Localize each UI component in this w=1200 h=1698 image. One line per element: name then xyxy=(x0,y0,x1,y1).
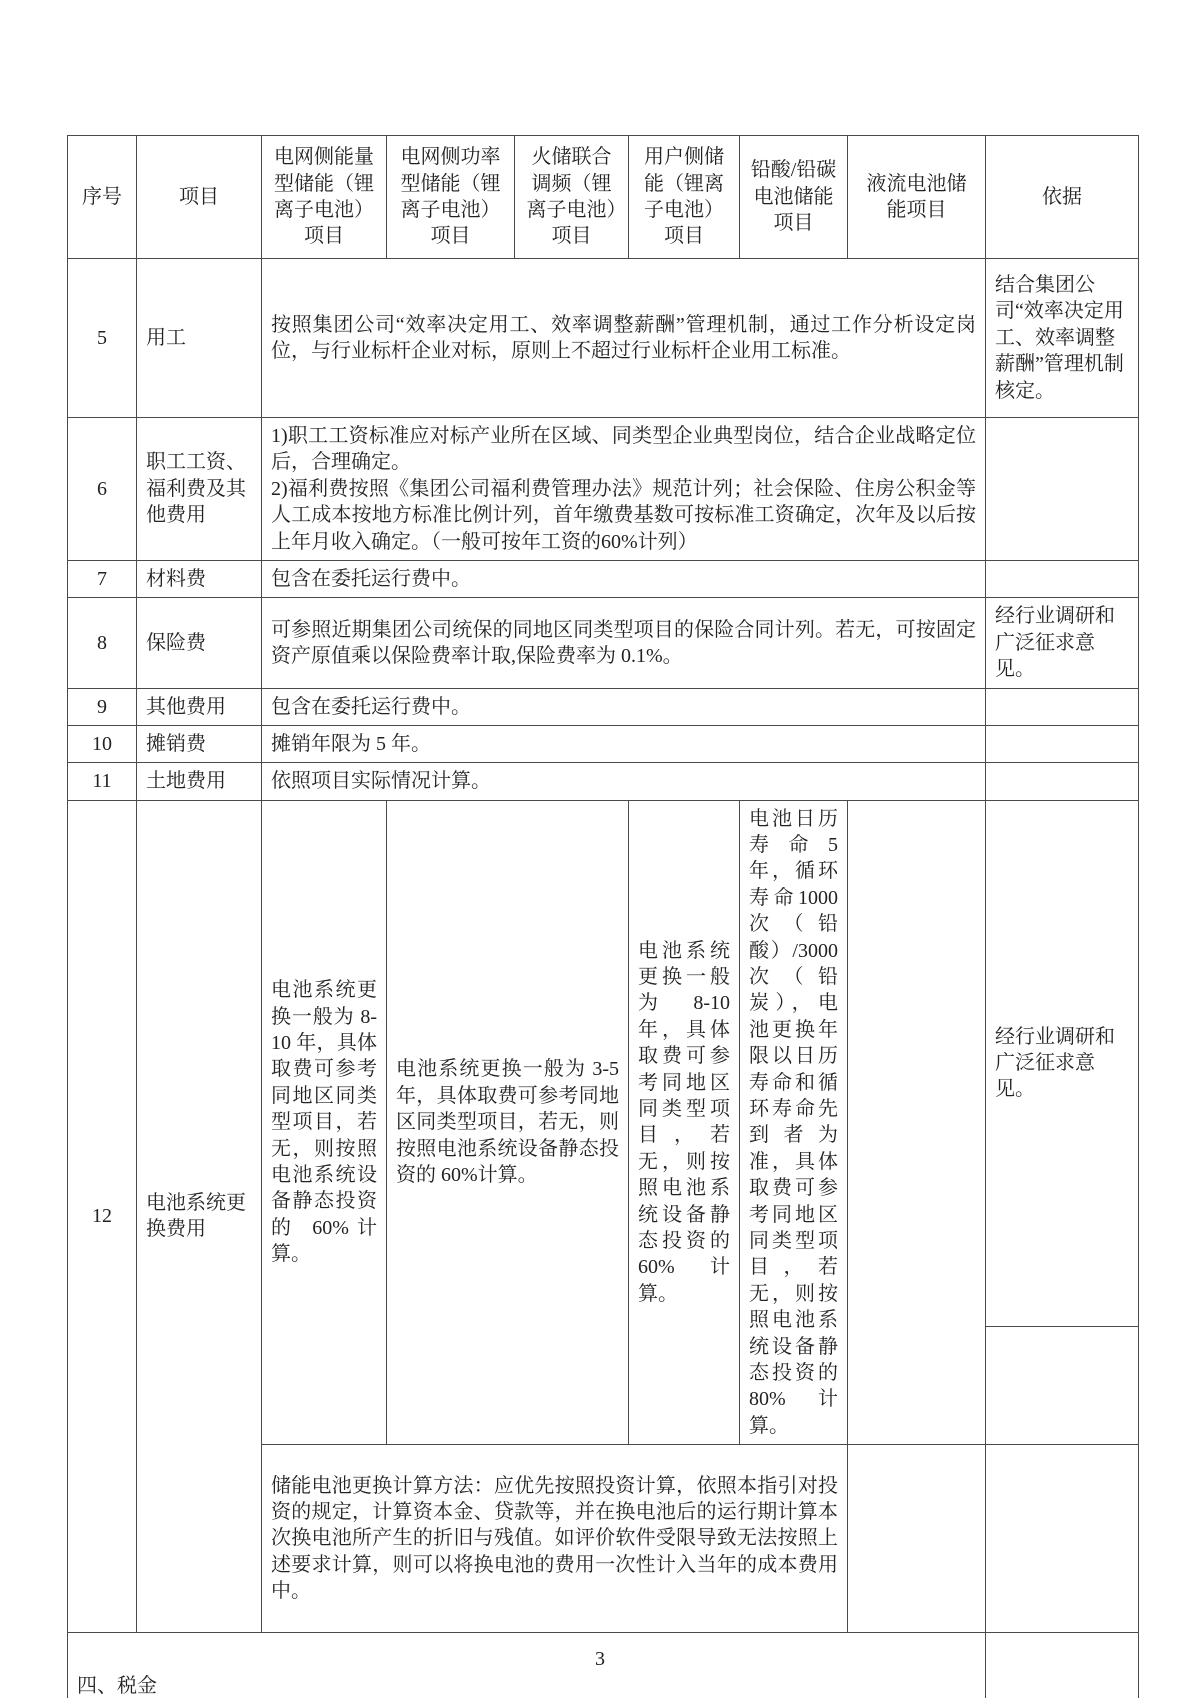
header-seq: 序号 xyxy=(68,136,137,259)
row12-flow-battery xyxy=(848,800,986,1444)
row9-content: 包含在委托运行费中。 xyxy=(262,688,986,725)
row6-basis xyxy=(986,418,1139,561)
row6-item: 职工工资、福利费及其他费用 xyxy=(137,418,262,561)
table-row xyxy=(68,800,1139,1326)
row6-content-line2: 2)福利费按照《集团公司福利费管理办法》规范计列；社会保险、住房公积金等人工成本按地方标准比例计列，首年缴费基数可按标准工资确定，次年及以后按上年月收入确定。（一般可按年工资的60%计列） xyxy=(271,477,976,553)
row5-content: 按照集团公司“效率决定用工、效率调整薪酬”管理机制，通过工作分析设定岗位，与行业标杆企业对标，原则上不超过行业标杆企业用工标准。 xyxy=(262,259,986,418)
row5-no: 5 xyxy=(68,259,137,418)
header-item: 项目 xyxy=(137,136,262,259)
row12-method-flow-empty xyxy=(848,1445,986,1633)
table-row xyxy=(68,688,1139,725)
header-lead-acid: 铅酸/铅碳电池储能项目 xyxy=(740,136,848,259)
table-row xyxy=(68,763,1139,800)
row12-method: 储能电池更换计算方法：应优先按照投资计算，依照本指引对投资的规定，计算资本金、贷款等，并在换电池后的运行期计算本次换电池所产生的折旧与残值。如评价软件受限导致无法按照上述要求计算，则可以将换电池的费用一次性计入当年的成本费用中。 xyxy=(262,1445,848,1633)
row11-basis xyxy=(986,763,1139,800)
row8-content: 可参照近期集团公司统保的同地区同类型项目的保险合同计列。若无，可按固定资产原值乘以保险费率计取,保险费率为 0.1%。 xyxy=(262,598,986,688)
table-row xyxy=(68,560,1139,597)
row12-basis: 经行业调研和广泛征求意见。 xyxy=(986,800,1139,1326)
table-row xyxy=(68,418,1139,561)
table-row xyxy=(68,598,1139,688)
row12-grid-power: 电池系统更换一般为 3-5 年，具体取费可参考同地区同类型项目，若无，则按照电池系统设备静态投资的 60%计算。 xyxy=(387,800,629,1444)
header-user-side: 用户侧储能（锂离子电池）项目 xyxy=(629,136,740,259)
row10-content: 摊销年限为 5 年。 xyxy=(262,725,986,762)
row12-no: 12 xyxy=(68,800,137,1632)
row5-basis: 结合集团公司“效率决定用工、效率调整薪酬”管理机制核定。 xyxy=(986,259,1139,418)
header-flow-battery: 液流电池储能项目 xyxy=(848,136,986,259)
row5-item: 用工 xyxy=(137,259,262,418)
row9-basis xyxy=(986,688,1139,725)
cost-standards-table xyxy=(67,135,1139,1698)
row12-lead-acid: 电池日历寿命5年，循环寿命1000次（铅酸）/3000次（铅炭），电池更换年限以日历寿命和循环寿命先到者为准，具体取费可参考同地区同类型项目，若无，则按照电池系统设备静态投资的 80%计算。 xyxy=(740,800,848,1444)
header-thermal-freq: 火储联合调频（锂离子电池）项目 xyxy=(515,136,629,259)
row8-item: 保险费 xyxy=(137,598,262,688)
table-header-row xyxy=(68,136,1139,259)
header-basis: 依据 xyxy=(986,136,1139,259)
table-row xyxy=(68,725,1139,762)
row7-item: 材料费 xyxy=(137,560,262,597)
section4-title: 四、税金 xyxy=(68,1633,986,1698)
row12-user-side: 电池系统更换一般为 8-10 年，具体取费可参考同地区同类型项目，若无，则按照电池系统设备静态投资的 60%计算。 xyxy=(629,800,740,1444)
row11-content: 依照项目实际情况计算。 xyxy=(262,763,986,800)
header-grid-power: 电网侧功率型储能（锂离子电池）项目 xyxy=(387,136,515,259)
row8-no: 8 xyxy=(68,598,137,688)
row10-no: 10 xyxy=(68,725,137,762)
row7-content: 包含在委托运行费中。 xyxy=(262,560,986,597)
row7-no: 7 xyxy=(68,560,137,597)
row12-method-basis-empty xyxy=(986,1445,1139,1633)
row9-no: 9 xyxy=(68,688,137,725)
row6-content-line1: 1)职工工资标准应对标产业所在区域、同类型企业典型岗位，结合企业战略定位后，合理确定。 xyxy=(271,425,976,474)
row6-content xyxy=(262,418,986,561)
row11-item: 土地费用 xyxy=(137,763,262,800)
page-number: 3 xyxy=(595,1648,605,1670)
row12-item: 电池系统更换费用 xyxy=(137,800,262,1632)
row12-grid-energy: 电池系统更换一般为 8-10 年，具体取费可参考同地区同类型项目，若无，则按照电池系统设备静态投资的 60%计算。 xyxy=(262,800,387,1444)
row9-item: 其他费用 xyxy=(137,688,262,725)
row11-no: 11 xyxy=(68,763,137,800)
row12-basis-empty xyxy=(986,1326,1139,1444)
row10-basis xyxy=(986,725,1139,762)
row10-item: 摊销费 xyxy=(137,725,262,762)
table-row xyxy=(68,259,1139,418)
row6-no: 6 xyxy=(68,418,137,561)
header-grid-energy: 电网侧能量型储能（锂离子电池）项目 xyxy=(262,136,387,259)
row8-basis: 经行业调研和广泛征求意见。 xyxy=(986,598,1139,688)
row7-basis xyxy=(986,560,1139,597)
